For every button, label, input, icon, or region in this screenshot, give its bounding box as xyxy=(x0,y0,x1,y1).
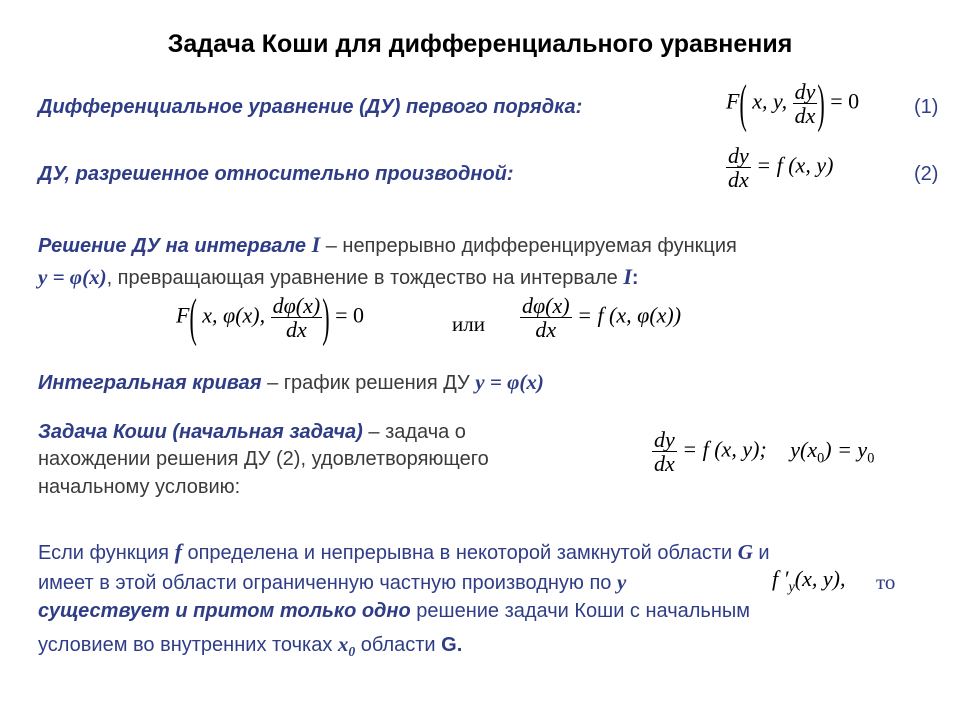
identity-rhs: = 0 xyxy=(335,302,364,328)
theorem-line2 xyxy=(38,570,626,595)
identity-args: x, φ(x), xyxy=(202,302,266,328)
initial-condition-sub0: 0 xyxy=(817,450,825,467)
theorem-f: f xyxy=(174,539,182,564)
partial-derivative-args: (x, y), xyxy=(794,566,846,591)
partial-derivative-f: f ′ xyxy=(772,566,789,591)
page-title: Задача Коши для дифференциального уравнения xyxy=(167,30,793,58)
theorem-line1 xyxy=(38,539,770,565)
cauchy-line2: нахождении решения ДУ (2), удовлетворяющего xyxy=(38,448,489,470)
theorem-l4b: области xyxy=(355,634,442,656)
equation-number-2: (2) xyxy=(914,163,939,185)
theorem-l2a: имеет в этой области ограниченную частную производную по xyxy=(38,572,617,594)
initial-condition-lhs: y(x xyxy=(790,436,818,462)
cauchy-formula xyxy=(652,428,874,475)
formula-1-args: x, y, xyxy=(752,88,788,114)
identity2-denominator: dx xyxy=(535,317,557,343)
solution-definition-line1 xyxy=(38,232,737,258)
theorem-x0 xyxy=(337,632,356,660)
identity2-fraction xyxy=(520,294,572,341)
integral-curve-line xyxy=(38,370,544,395)
formula-1-numerator: dy xyxy=(794,79,816,104)
formula-2-numerator: dy xyxy=(728,143,749,168)
formula-2-fraction xyxy=(726,144,751,191)
formula-1-F: F xyxy=(726,88,740,114)
cauchy-line3: начальному условию: xyxy=(38,476,241,498)
theorem-line3 xyxy=(38,600,750,623)
de-first-order-label: Дифференциальное уравнение (ДУ) первого порядка: xyxy=(38,96,583,118)
initial-condition-sub1: 0 xyxy=(867,450,875,467)
identity-fraction xyxy=(271,294,323,341)
cauchy-denominator: dx xyxy=(654,451,675,477)
theorem-G2: G xyxy=(441,634,457,656)
solution-y-eq: y = φ(x) xyxy=(38,265,107,289)
cauchy-rhs: = f (x, y); xyxy=(682,436,767,462)
cauchy-line1 xyxy=(38,421,466,444)
de-resolved-label: ДУ, разрешенное относительно производной: xyxy=(38,163,514,185)
theorem-l3b: решение задачи Коши с начальным xyxy=(410,600,751,622)
formula-1-rhs: = 0 xyxy=(830,88,860,114)
cauchy-numerator: dy xyxy=(654,427,675,452)
identity2-rhs: = f (x, φ(x)) xyxy=(577,302,682,328)
integral-y-eq: y = φ(x) xyxy=(475,370,544,394)
formula-2 xyxy=(726,144,833,191)
theorem-y: y xyxy=(616,570,627,594)
identity2-numerator: dφ(x) xyxy=(522,293,570,318)
solution-definition-line2 xyxy=(38,264,639,290)
initial-condition-rhs: ) = y xyxy=(824,436,868,462)
theorem-l4a: условием во внутренних точках xyxy=(38,634,338,656)
partial-derivative-formula xyxy=(772,566,845,596)
equation-number-1: (1) xyxy=(914,96,939,118)
cauchy-rest1: – задача о xyxy=(362,421,466,443)
theorem-x0-letter: x xyxy=(337,632,349,656)
integral-curve-label: Интегральная кривая xyxy=(38,372,262,394)
integral-curve-rest: – график решения ДУ xyxy=(261,372,476,394)
theorem-x0-sub: 0 xyxy=(348,644,356,660)
identity-formula-2 xyxy=(520,294,681,341)
formula-1-denominator: dx xyxy=(794,103,816,129)
formula-1: F( x, y, $\frac{dy}{dx}$ ) = 0 xyxy=(726,72,860,133)
identity-denominator: dx xyxy=(286,317,307,343)
theorem-l1b: определена и непрерывна в некоторой замкнутой области xyxy=(181,542,738,564)
theorem-line4 xyxy=(38,632,462,660)
theorem-to: то xyxy=(876,570,896,594)
cauchy-label: Задача Коши (начальная задача) xyxy=(38,421,363,443)
partial-derivative-sub: y xyxy=(788,579,795,596)
interval-I: I xyxy=(311,232,321,257)
cauchy-fraction xyxy=(652,428,677,475)
solution-label: Решение ДУ на интервале xyxy=(38,235,307,257)
solution-rest2: , превращающая уравнение в тождество на интервале xyxy=(106,267,624,289)
formula-2-rhs: = f (x, y) xyxy=(756,152,834,178)
theorem-existence-uniqueness: существует и притом только одно xyxy=(38,600,411,622)
theorem-l1a: Если функция xyxy=(38,542,175,564)
theorem-l1c: и xyxy=(752,542,770,564)
identity-formula-1: F( x, φ(x), $\frac{d\varphi(x)}{dx}$ ) = 0 xyxy=(176,286,364,347)
identity-numerator: dφ(x) xyxy=(272,293,321,318)
initial-condition xyxy=(790,436,875,467)
or-word: или xyxy=(452,312,485,336)
identity-F: F xyxy=(176,302,190,328)
theorem-G: G xyxy=(737,540,753,564)
theorem-period: . xyxy=(456,634,463,656)
solution-rest1: – непрерывно дифференцируемая функция xyxy=(320,235,737,257)
formula-2-denominator: dx xyxy=(728,167,749,193)
solution-colon: : xyxy=(631,267,639,289)
formula-1-fraction xyxy=(793,80,818,127)
interval-I2: I xyxy=(623,264,632,289)
